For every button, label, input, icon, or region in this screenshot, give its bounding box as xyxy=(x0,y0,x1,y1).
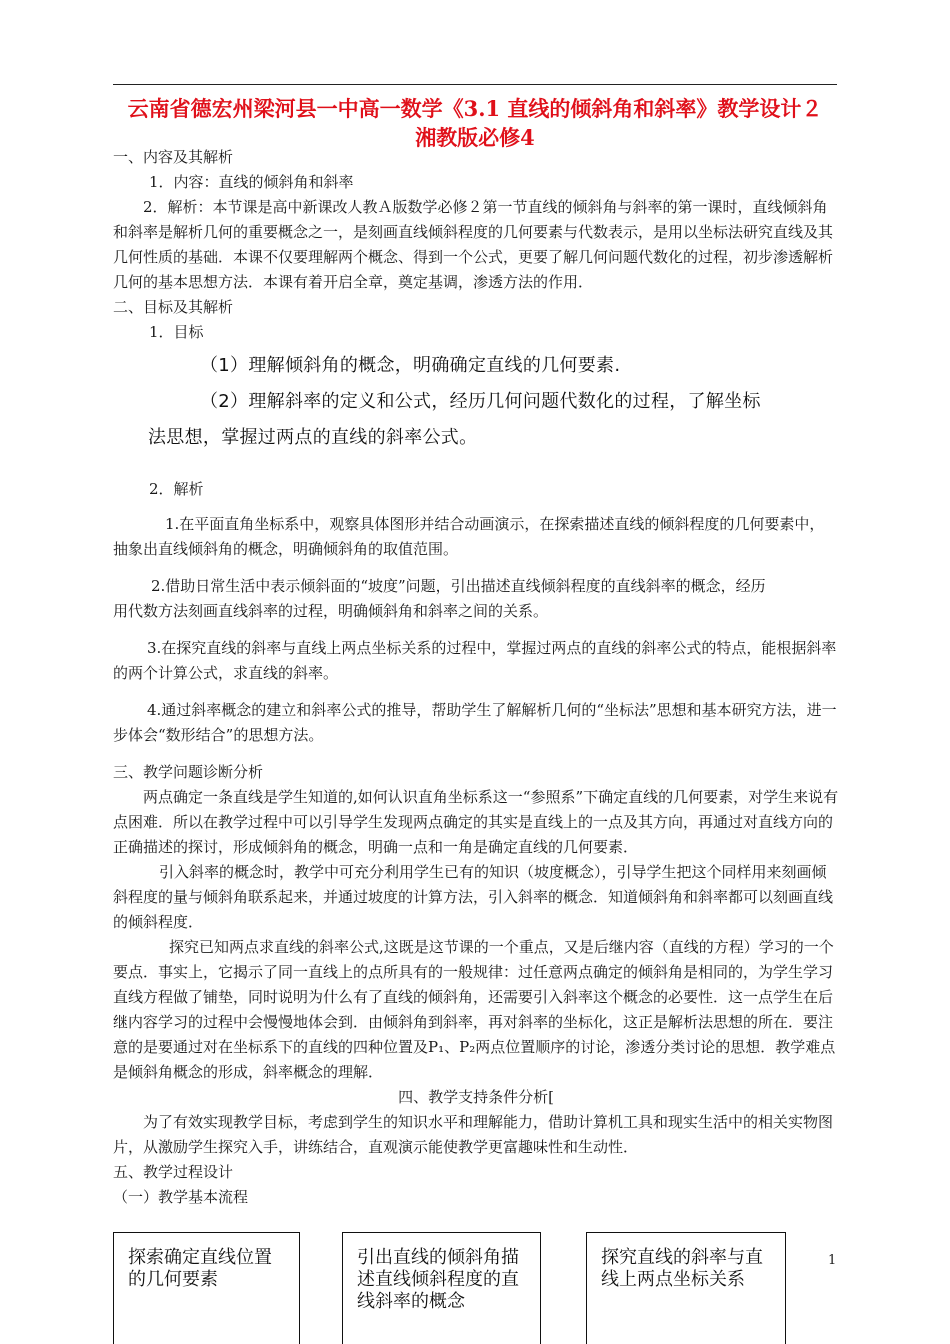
flowchart-box-2: 引出直线的倾斜角描述直线倾斜程度的直线斜率的概念 xyxy=(342,1232,541,1344)
goal-2-line-b: 法思想，掌握过两点的直线的斜率公式。 xyxy=(148,427,478,448)
section-3-para-3: 探究已知两点求直线的斜率公式,这既是这节课的一个重点，又是后继内容（直线的方程）学习的一个要点．事实上，它揭示了同一直线上的点所具有的一般规律：过任意两点确定的倾斜角是相同的，为学生学习直线方程做了铺垫，同时说明为什么有了直线的倾斜角，还需要引入斜率这个概念的必要性．这一点学生在后继内容学习的过程中会慢慢地体会到．由倾斜角到斜率，再对斜率的坐标化，这正是解析法思想的所在．要注意的是要通过对在坐标系下的直线的四种位置及P₁、P₂两点位置顺序的讨论，渗透分类讨论的思想．教学难点是倾斜角概念的形成，斜率概念的理解． xyxy=(113,938,836,1081)
analysis-2-line-a: 2.借助日常生活中表示倾斜面的“坡度”问题，引出描述直线倾斜程度的直线斜率的概念，经历 xyxy=(151,577,766,595)
document-body xyxy=(113,145,839,1210)
analysis-1: 1.在平面直角坐标系中，观察具体图形并结合动画演示，在探索描述直线的倾斜程度的几何要素中，抽象出直线倾斜角的概念，明确倾斜角的取值范围。 xyxy=(113,515,825,558)
document-title xyxy=(112,94,838,152)
analysis-3: 3.在探究直线的斜率与直线上两点坐标关系的过程中，掌握过两点的直线的斜率公式的特点，能根据斜率的两个计算公式，求直线的斜率。 xyxy=(113,639,837,682)
section-2-heading: 二、目标及其解析 xyxy=(113,298,234,316)
section-1-item-2: 2．解析：本节课是高中新课改人教Ａ版数学必修２第一节直线的倾斜角与斜率的第一课时，直线倾斜角和斜率是解析几何的重要概念之一，是刻画直线倾斜程度的几何要素与代数表示，是用以坐标法研究直线及其几何性质的基础．本课不仅要理解两个概念、得到一个公式，更要了解几何问题代数化的过程，初步渗透解析几何的基本思想方法．本课有着开启全章，奠定基调，渗透方法的作用． xyxy=(113,198,834,291)
analysis-label: 2．解析 xyxy=(149,480,204,498)
section-1-item-1: 1．内容：直线的倾斜角和斜率 xyxy=(149,173,354,191)
goal-2-line-a: （2）理解斜率的定义和公式，经历几何问题代数化的过程，了解坐标 xyxy=(200,391,761,412)
section-4-para-1: 为了有效实现教学目标，考虑到学生的知识水平和理解能力，借助计算机工具和现实生活中的相关实物图片，从激励学生探究入手，讲练结合，直观演示能使教学更富趣味性和生动性． xyxy=(113,1113,834,1156)
section-3-para-2: 引入斜率的概念时，教学中可充分利用学生已有的知识（坡度概念），引导学生把这个同样用来刻画倾斜程度的量与倾斜角联系起来，并通过坡度的计算方法，引入斜率的概念．知道倾斜角和斜率都可以刻画直线的倾斜程度． xyxy=(113,863,834,931)
section-5-heading: 五、教学过程设计 xyxy=(113,1163,234,1181)
section-3-para-1: 两点确定一条直线是学生知道的,如何认识直角坐标系这一“参照系”下确定直线的几何要素，对学生来说有点困难．所以在教学过程中可以引导学生发现两点确定的其实是直线上的一点及其方向，再通过对直线方向的正确描述的探讨，形成倾斜角的概念，明确一点和一角是确定直线的几何要素． xyxy=(113,788,839,856)
section-5-sub: （一）教学基本流程 xyxy=(113,1188,249,1206)
section-3-heading: 三、教学问题诊断分析 xyxy=(113,763,264,781)
goal-label: 1．目标 xyxy=(149,323,204,341)
analysis-2 xyxy=(113,574,839,624)
flowchart-box-3: 探究直线的斜率与直线上两点坐标关系 xyxy=(586,1232,786,1344)
header-rule xyxy=(113,84,837,85)
page-number: 1 xyxy=(828,1253,837,1268)
section-1-heading: 一、内容及其解析 xyxy=(113,148,234,166)
analysis-4: 4.通过斜率概念的建立和斜率公式的推导，帮助学生了解解析几何的“坐标法”思想和基本研究方法，进一步体会“数形结合”的思想方法。 xyxy=(113,701,837,744)
title-line-2: 湘教版必修4 xyxy=(415,125,535,150)
flowchart-box-1: 探索确定直线位置的几何要素 xyxy=(113,1232,300,1344)
title-line-1: 云南省德宏州梁河县一中高一数学《3.1 直线的倾斜角和斜率》教学设计２ xyxy=(127,96,823,121)
goal-1: （1）理解倾斜角的概念，明确确定直线的几何要素. xyxy=(200,355,621,376)
analysis-2-line-b: 用代数方法刻画直线斜率的过程，明确倾斜角和斜率之间的关系。 xyxy=(113,602,549,620)
section-4-heading: 四、教学支持条件分析[ xyxy=(398,1088,554,1106)
